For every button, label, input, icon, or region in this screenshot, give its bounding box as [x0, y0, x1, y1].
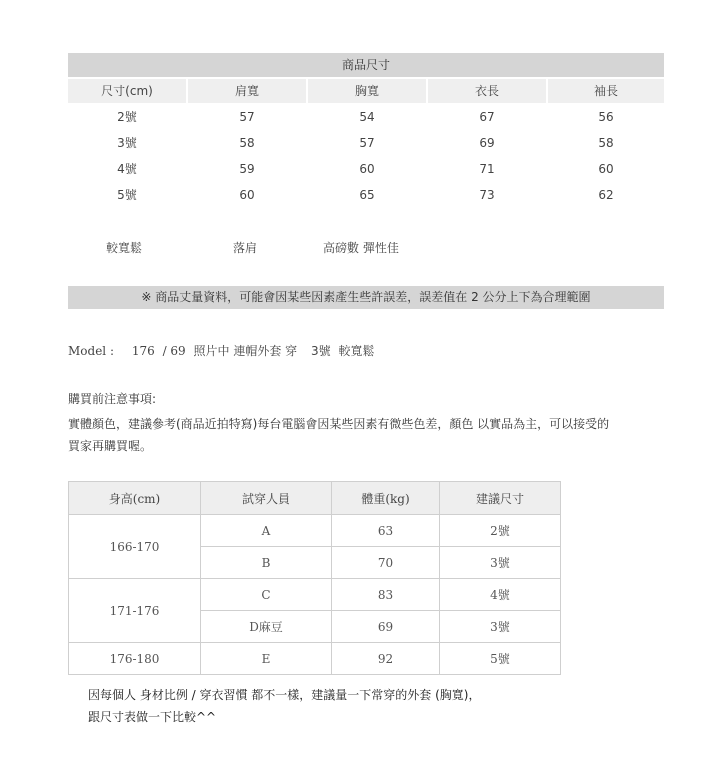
size-row — [68, 182, 664, 208]
size-cell: 67 — [479, 110, 495, 124]
size-cell: 65 — [359, 188, 375, 202]
fit-advice-line: 因每個人 身材比例 / 穿衣習慣 都不一樣，建議量一下常穿的外套 (胸寬)， — [88, 688, 481, 702]
size-cell: 62 — [598, 188, 614, 202]
fit-weight-cell: 83 — [332, 579, 440, 611]
size-cell: 73 — [479, 188, 495, 202]
size-cell: 58 — [239, 136, 255, 150]
fit-size-cell: 2號 — [440, 515, 561, 547]
fit-size-cell: 4號 — [440, 579, 561, 611]
fit-weight-cell: 63 — [332, 515, 440, 547]
fit-tester-cell: C — [201, 579, 332, 611]
fit-weight-cell: 92 — [332, 643, 440, 675]
size-cell: 54 — [359, 110, 375, 124]
size-header-length: 衣長 — [428, 79, 546, 103]
feature-heavyweight-elastic: 高磅數 彈性佳 — [323, 241, 399, 255]
size-cell: 58 — [598, 136, 614, 150]
model-fit: 較寬鬆 — [338, 344, 375, 358]
size-header-sleeve: 袖長 — [548, 79, 664, 103]
size-cell: 3號 — [117, 136, 137, 150]
size-cell: 5號 — [117, 188, 137, 202]
notes-line: 實體顏色，建議參考(商品近拍特寫)每台電腦會因某些因素有微些色差，顏色 以實品為主，可以接受的 — [68, 417, 610, 431]
size-row — [68, 130, 664, 156]
size-table-header — [68, 79, 664, 103]
fit-table — [68, 481, 561, 675]
size-cell: 60 — [598, 162, 614, 176]
fit-tester-cell: A — [201, 515, 332, 547]
model-text: 照片中 連帽外套 穿 — [193, 344, 298, 358]
size-row — [68, 156, 664, 182]
fit-header-height: 身高(cm) — [69, 482, 201, 515]
size-cell: 2號 — [117, 110, 137, 124]
size-cell: 57 — [359, 136, 375, 150]
fit-header-recommended-size: 建議尺寸 — [440, 482, 561, 515]
fit-height-cell: 176-180 — [69, 643, 201, 675]
feature-drop-shoulder: 落肩 — [233, 241, 258, 255]
size-header-chest: 胸寬 — [308, 79, 426, 103]
size-row — [68, 104, 664, 130]
table-row — [69, 643, 561, 675]
fit-table-header — [69, 482, 561, 515]
fit-size-cell: 5號 — [440, 643, 561, 675]
fit-advice — [88, 684, 480, 728]
table-row — [69, 515, 561, 547]
size-cell: 4號 — [117, 162, 137, 176]
size-table-title: 商品尺寸 — [68, 53, 664, 77]
size-header-size: 尺寸(cm) — [68, 79, 186, 103]
fit-size-cell: 3號 — [440, 547, 561, 579]
fit-advice-line: 跟尺寸表做一下比較^^ — [88, 710, 217, 724]
size-cell: 59 — [239, 162, 255, 176]
fit-header-tester: 試穿人員 — [201, 482, 332, 515]
size-cell: 71 — [479, 162, 495, 176]
notes-line: 買家再購買喔。 — [68, 439, 153, 453]
fit-tester-cell: D麻豆 — [201, 611, 332, 643]
notes-body — [68, 413, 668, 457]
size-cell: 69 — [479, 136, 495, 150]
size-cell: 56 — [598, 110, 614, 124]
model-weight: / 69 — [162, 344, 186, 358]
feature-loose-fit: 較寬鬆 — [106, 241, 143, 255]
fit-height-cell: 171-176 — [69, 579, 201, 643]
fit-tester-cell: E — [201, 643, 332, 675]
size-cell: 57 — [239, 110, 255, 124]
model-size: 3號 — [311, 344, 331, 358]
size-cell: 60 — [239, 188, 255, 202]
table-row — [69, 579, 561, 611]
size-cell: 60 — [359, 162, 375, 176]
fit-tester-cell: B — [201, 547, 332, 579]
fit-height-cell: 166-170 — [69, 515, 201, 579]
model-label: Model : — [68, 344, 114, 358]
size-header-shoulder: 肩寬 — [188, 79, 306, 103]
model-info — [68, 342, 378, 359]
fit-size-cell: 3號 — [440, 611, 561, 643]
model-height: 176 — [131, 344, 155, 358]
fit-header-weight: 體重(kg) — [332, 482, 440, 515]
fit-weight-cell: 69 — [332, 611, 440, 643]
fit-weight-cell: 70 — [332, 547, 440, 579]
notes-title: 購買前注意事項: — [68, 392, 157, 406]
measurement-notice: ※ 商品丈量資料，可能會因某些因素產生些許誤差，誤差值在 2 公分上下為合理範圍 — [68, 286, 664, 309]
